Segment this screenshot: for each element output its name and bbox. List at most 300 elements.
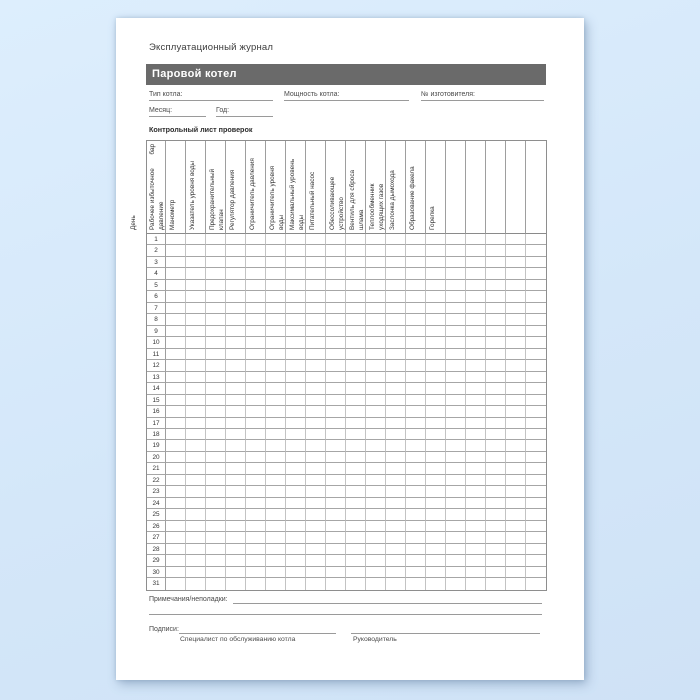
check-cell[interactable] — [526, 257, 546, 268]
check-cell[interactable] — [326, 498, 346, 509]
check-cell[interactable] — [526, 509, 546, 520]
check-cell[interactable] — [226, 521, 246, 532]
check-cell[interactable] — [386, 349, 406, 360]
check-cell[interactable] — [506, 314, 526, 325]
check-cell[interactable] — [166, 429, 186, 440]
field-boiler-type-line[interactable] — [182, 90, 273, 100]
check-cell[interactable] — [426, 418, 446, 429]
check-cell[interactable] — [526, 521, 546, 532]
check-cell[interactable] — [446, 337, 466, 348]
check-cell[interactable] — [286, 337, 306, 348]
check-cell[interactable] — [506, 280, 526, 291]
check-cell[interactable] — [286, 429, 306, 440]
check-cell[interactable] — [266, 452, 286, 463]
check-cell[interactable] — [306, 418, 326, 429]
check-cell[interactable] — [406, 440, 426, 451]
check-cell[interactable] — [246, 555, 266, 566]
field-month[interactable] — [149, 106, 206, 117]
check-cell[interactable] — [466, 406, 486, 417]
check-cell[interactable] — [166, 395, 186, 406]
check-cell[interactable] — [486, 326, 506, 337]
check-cell[interactable] — [406, 544, 426, 555]
check-cell[interactable] — [386, 521, 406, 532]
check-cell[interactable] — [466, 486, 486, 497]
check-cell[interactable] — [266, 418, 286, 429]
check-cell[interactable] — [266, 429, 286, 440]
check-cell[interactable] — [246, 360, 266, 371]
check-cell[interactable] — [306, 326, 326, 337]
check-cell[interactable] — [206, 440, 226, 451]
check-cell[interactable] — [366, 372, 386, 383]
field-month-line[interactable] — [172, 106, 206, 116]
check-cell[interactable] — [346, 521, 366, 532]
check-cell[interactable] — [466, 509, 486, 520]
check-cell[interactable] — [226, 418, 246, 429]
check-cell[interactable] — [306, 498, 326, 509]
check-cell[interactable] — [226, 544, 246, 555]
check-cell[interactable] — [186, 245, 206, 256]
check-cell[interactable] — [206, 452, 226, 463]
check-cell[interactable] — [266, 234, 286, 245]
check-cell[interactable] — [446, 291, 466, 302]
check-cell[interactable] — [166, 463, 186, 474]
check-cell[interactable] — [446, 509, 466, 520]
signature-line-manager[interactable] — [351, 626, 540, 634]
check-cell[interactable] — [266, 268, 286, 279]
check-cell[interactable] — [186, 383, 206, 394]
check-cell[interactable] — [486, 257, 506, 268]
check-cell[interactable] — [186, 429, 206, 440]
check-cell[interactable] — [406, 486, 426, 497]
check-cell[interactable] — [446, 326, 466, 337]
check-cell[interactable] — [466, 532, 486, 543]
check-cell[interactable] — [506, 498, 526, 509]
check-cell[interactable] — [306, 521, 326, 532]
check-cell[interactable] — [166, 486, 186, 497]
check-cell[interactable] — [226, 395, 246, 406]
check-cell[interactable] — [286, 532, 306, 543]
check-cell[interactable] — [446, 406, 466, 417]
check-cell[interactable] — [426, 349, 446, 360]
check-cell[interactable] — [446, 463, 466, 474]
check-cell[interactable] — [526, 475, 546, 486]
check-cell[interactable] — [446, 245, 466, 256]
check-cell[interactable] — [266, 257, 286, 268]
check-cell[interactable] — [346, 509, 366, 520]
check-cell[interactable] — [526, 372, 546, 383]
check-cell[interactable] — [486, 521, 506, 532]
check-cell[interactable] — [486, 337, 506, 348]
check-cell[interactable] — [426, 452, 446, 463]
check-cell[interactable] — [506, 268, 526, 279]
check-cell[interactable] — [266, 475, 286, 486]
check-cell[interactable] — [346, 326, 366, 337]
check-cell[interactable] — [526, 234, 546, 245]
check-cell[interactable] — [426, 532, 446, 543]
check-cell[interactable] — [406, 429, 426, 440]
check-cell[interactable] — [346, 280, 366, 291]
check-cell[interactable] — [246, 337, 266, 348]
check-cell[interactable] — [246, 429, 266, 440]
check-cell[interactable] — [346, 291, 366, 302]
check-cell[interactable] — [426, 360, 446, 371]
check-cell[interactable] — [366, 498, 386, 509]
check-cell[interactable] — [486, 567, 506, 578]
check-cell[interactable] — [326, 268, 346, 279]
check-cell[interactable] — [266, 406, 286, 417]
check-cell[interactable] — [186, 291, 206, 302]
check-cell[interactable] — [526, 567, 546, 578]
check-cell[interactable] — [366, 406, 386, 417]
field-manufacturer-no-line[interactable] — [475, 90, 544, 100]
check-cell[interactable] — [466, 463, 486, 474]
check-cell[interactable] — [506, 521, 526, 532]
check-cell[interactable] — [386, 509, 406, 520]
check-cell[interactable] — [186, 280, 206, 291]
check-cell[interactable] — [166, 544, 186, 555]
check-cell[interactable] — [246, 326, 266, 337]
check-cell[interactable] — [506, 360, 526, 371]
check-cell[interactable] — [346, 418, 366, 429]
check-cell[interactable] — [326, 578, 346, 589]
check-cell[interactable] — [346, 486, 366, 497]
check-cell[interactable] — [446, 440, 466, 451]
check-cell[interactable] — [466, 326, 486, 337]
check-cell[interactable] — [166, 452, 186, 463]
check-cell[interactable] — [266, 509, 286, 520]
check-cell[interactable] — [346, 567, 366, 578]
check-cell[interactable] — [326, 234, 346, 245]
check-cell[interactable] — [226, 326, 246, 337]
check-cell[interactable] — [226, 349, 246, 360]
check-cell[interactable] — [306, 303, 326, 314]
check-cell[interactable] — [506, 349, 526, 360]
check-cell[interactable] — [306, 532, 326, 543]
check-cell[interactable] — [426, 521, 446, 532]
check-cell[interactable] — [366, 521, 386, 532]
check-cell[interactable] — [246, 475, 266, 486]
check-cell[interactable] — [226, 291, 246, 302]
check-cell[interactable] — [466, 567, 486, 578]
check-cell[interactable] — [346, 452, 366, 463]
check-cell[interactable] — [286, 395, 306, 406]
check-cell[interactable] — [226, 452, 246, 463]
check-cell[interactable] — [186, 440, 206, 451]
check-cell[interactable] — [266, 245, 286, 256]
check-cell[interactable] — [426, 245, 446, 256]
check-cell[interactable] — [406, 395, 426, 406]
check-cell[interactable] — [226, 245, 246, 256]
check-cell[interactable] — [506, 291, 526, 302]
check-cell[interactable] — [326, 395, 346, 406]
check-cell[interactable] — [406, 509, 426, 520]
check-cell[interactable] — [386, 268, 406, 279]
check-cell[interactable] — [226, 406, 246, 417]
check-cell[interactable] — [386, 532, 406, 543]
check-cell[interactable] — [466, 418, 486, 429]
check-cell[interactable] — [206, 509, 226, 520]
check-cell[interactable] — [206, 486, 226, 497]
check-cell[interactable] — [406, 532, 426, 543]
check-cell[interactable] — [266, 567, 286, 578]
check-cell[interactable] — [526, 268, 546, 279]
check-cell[interactable] — [386, 245, 406, 256]
check-cell[interactable] — [426, 314, 446, 325]
check-cell[interactable] — [226, 532, 246, 543]
check-cell[interactable] — [306, 291, 326, 302]
check-cell[interactable] — [446, 314, 466, 325]
check-cell[interactable] — [506, 452, 526, 463]
check-cell[interactable] — [386, 337, 406, 348]
check-cell[interactable] — [226, 429, 246, 440]
check-cell[interactable] — [506, 257, 526, 268]
check-cell[interactable] — [246, 498, 266, 509]
check-cell[interactable] — [386, 498, 406, 509]
field-boiler-power-line[interactable] — [339, 90, 409, 100]
check-cell[interactable] — [486, 234, 506, 245]
check-cell[interactable] — [326, 475, 346, 486]
check-cell[interactable] — [366, 245, 386, 256]
check-cell[interactable] — [206, 555, 226, 566]
check-cell[interactable] — [186, 452, 206, 463]
check-cell[interactable] — [326, 509, 346, 520]
check-cell[interactable] — [446, 280, 466, 291]
check-cell[interactable] — [266, 440, 286, 451]
check-cell[interactable] — [406, 372, 426, 383]
check-cell[interactable] — [306, 257, 326, 268]
check-cell[interactable] — [446, 578, 466, 589]
check-cell[interactable] — [486, 349, 506, 360]
check-cell[interactable] — [466, 395, 486, 406]
check-cell[interactable] — [246, 578, 266, 589]
check-cell[interactable] — [166, 337, 186, 348]
check-cell[interactable] — [386, 475, 406, 486]
check-cell[interactable] — [286, 291, 306, 302]
check-cell[interactable] — [186, 303, 206, 314]
check-cell[interactable] — [266, 555, 286, 566]
check-cell[interactable] — [346, 406, 366, 417]
check-cell[interactable] — [366, 234, 386, 245]
check-cell[interactable] — [386, 372, 406, 383]
check-cell[interactable] — [266, 383, 286, 394]
check-cell[interactable] — [286, 440, 306, 451]
check-cell[interactable] — [306, 578, 326, 589]
check-cell[interactable] — [366, 486, 386, 497]
check-cell[interactable] — [446, 498, 466, 509]
check-cell[interactable] — [466, 498, 486, 509]
check-cell[interactable] — [266, 532, 286, 543]
check-cell[interactable] — [486, 372, 506, 383]
check-cell[interactable] — [366, 532, 386, 543]
check-cell[interactable] — [326, 303, 346, 314]
check-cell[interactable] — [346, 440, 366, 451]
check-cell[interactable] — [206, 406, 226, 417]
check-cell[interactable] — [486, 245, 506, 256]
check-cell[interactable] — [346, 337, 366, 348]
check-cell[interactable] — [366, 475, 386, 486]
check-cell[interactable] — [446, 383, 466, 394]
check-cell[interactable] — [286, 555, 306, 566]
check-cell[interactable] — [346, 303, 366, 314]
check-cell[interactable] — [446, 418, 466, 429]
check-cell[interactable] — [446, 395, 466, 406]
signature-line-specialist[interactable] — [179, 626, 336, 634]
check-cell[interactable] — [306, 280, 326, 291]
check-cell[interactable] — [306, 567, 326, 578]
check-cell[interactable] — [286, 349, 306, 360]
check-cell[interactable] — [386, 463, 406, 474]
field-boiler-type[interactable] — [149, 90, 273, 101]
check-cell[interactable] — [386, 360, 406, 371]
check-cell[interactable] — [506, 532, 526, 543]
check-cell[interactable] — [466, 578, 486, 589]
check-cell[interactable] — [526, 349, 546, 360]
check-cell[interactable] — [206, 291, 226, 302]
check-cell[interactable] — [266, 280, 286, 291]
check-cell[interactable] — [526, 486, 546, 497]
check-cell[interactable] — [266, 337, 286, 348]
check-cell[interactable] — [386, 440, 406, 451]
check-cell[interactable] — [446, 257, 466, 268]
check-cell[interactable] — [506, 486, 526, 497]
check-cell[interactable] — [366, 429, 386, 440]
check-cell[interactable] — [306, 440, 326, 451]
check-cell[interactable] — [386, 383, 406, 394]
check-cell[interactable] — [346, 498, 366, 509]
check-cell[interactable] — [326, 567, 346, 578]
check-cell[interactable] — [366, 463, 386, 474]
check-cell[interactable] — [346, 234, 366, 245]
check-cell[interactable] — [266, 498, 286, 509]
check-cell[interactable] — [206, 303, 226, 314]
check-cell[interactable] — [346, 372, 366, 383]
check-cell[interactable] — [406, 360, 426, 371]
check-cell[interactable] — [246, 291, 266, 302]
check-cell[interactable] — [186, 257, 206, 268]
check-cell[interactable] — [486, 395, 506, 406]
check-cell[interactable] — [306, 509, 326, 520]
check-cell[interactable] — [526, 291, 546, 302]
check-cell[interactable] — [206, 280, 226, 291]
check-cell[interactable] — [526, 555, 546, 566]
field-manufacturer-no[interactable] — [421, 90, 544, 101]
check-cell[interactable] — [206, 234, 226, 245]
check-cell[interactable] — [246, 452, 266, 463]
check-cell[interactable] — [346, 555, 366, 566]
check-cell[interactable] — [446, 349, 466, 360]
check-cell[interactable] — [466, 268, 486, 279]
check-cell[interactable] — [346, 349, 366, 360]
check-cell[interactable] — [466, 383, 486, 394]
check-cell[interactable] — [186, 268, 206, 279]
check-cell[interactable] — [306, 452, 326, 463]
check-cell[interactable] — [306, 406, 326, 417]
check-cell[interactable] — [166, 372, 186, 383]
check-cell[interactable] — [206, 245, 226, 256]
check-cell[interactable] — [386, 578, 406, 589]
check-cell[interactable] — [166, 532, 186, 543]
check-cell[interactable] — [166, 234, 186, 245]
check-cell[interactable] — [206, 257, 226, 268]
check-cell[interactable] — [306, 349, 326, 360]
check-cell[interactable] — [266, 360, 286, 371]
check-cell[interactable] — [366, 544, 386, 555]
check-cell[interactable] — [326, 360, 346, 371]
check-cell[interactable] — [246, 257, 266, 268]
check-cell[interactable] — [526, 544, 546, 555]
check-cell[interactable] — [186, 567, 206, 578]
check-cell[interactable] — [286, 303, 306, 314]
check-cell[interactable] — [206, 567, 226, 578]
check-cell[interactable] — [206, 268, 226, 279]
check-cell[interactable] — [286, 268, 306, 279]
check-cell[interactable] — [366, 567, 386, 578]
check-cell[interactable] — [226, 383, 246, 394]
check-cell[interactable] — [446, 521, 466, 532]
check-cell[interactable] — [326, 486, 346, 497]
check-cell[interactable] — [286, 245, 306, 256]
check-cell[interactable] — [326, 406, 346, 417]
check-cell[interactable] — [226, 360, 246, 371]
check-cell[interactable] — [346, 395, 366, 406]
check-cell[interactable] — [286, 463, 306, 474]
check-cell[interactable] — [306, 395, 326, 406]
check-cell[interactable] — [366, 349, 386, 360]
check-cell[interactable] — [286, 486, 306, 497]
check-cell[interactable] — [366, 509, 386, 520]
check-cell[interactable] — [286, 326, 306, 337]
check-cell[interactable] — [526, 395, 546, 406]
check-cell[interactable] — [386, 314, 406, 325]
check-cell[interactable] — [306, 429, 326, 440]
check-cell[interactable] — [286, 360, 306, 371]
check-cell[interactable] — [426, 486, 446, 497]
check-cell[interactable] — [226, 303, 246, 314]
check-cell[interactable] — [366, 314, 386, 325]
check-cell[interactable] — [386, 406, 406, 417]
check-cell[interactable] — [246, 567, 266, 578]
check-cell[interactable] — [506, 337, 526, 348]
check-cell[interactable] — [326, 429, 346, 440]
check-cell[interactable] — [246, 303, 266, 314]
check-cell[interactable] — [166, 475, 186, 486]
check-cell[interactable] — [466, 440, 486, 451]
check-cell[interactable] — [406, 314, 426, 325]
check-cell[interactable] — [326, 452, 346, 463]
check-cell[interactable] — [366, 280, 386, 291]
check-cell[interactable] — [406, 463, 426, 474]
check-cell[interactable] — [306, 360, 326, 371]
check-cell[interactable] — [426, 395, 446, 406]
check-cell[interactable] — [526, 360, 546, 371]
check-cell[interactable] — [306, 486, 326, 497]
check-cell[interactable] — [486, 291, 506, 302]
check-cell[interactable] — [346, 383, 366, 394]
check-cell[interactable] — [246, 280, 266, 291]
check-cell[interactable] — [466, 544, 486, 555]
check-cell[interactable] — [286, 544, 306, 555]
check-cell[interactable] — [346, 578, 366, 589]
check-cell[interactable] — [286, 521, 306, 532]
check-cell[interactable] — [226, 555, 246, 566]
check-cell[interactable] — [166, 578, 186, 589]
check-cell[interactable] — [346, 257, 366, 268]
check-cell[interactable] — [186, 337, 206, 348]
check-cell[interactable] — [406, 291, 426, 302]
check-cell[interactable] — [466, 452, 486, 463]
check-cell[interactable] — [366, 360, 386, 371]
check-cell[interactable] — [426, 509, 446, 520]
